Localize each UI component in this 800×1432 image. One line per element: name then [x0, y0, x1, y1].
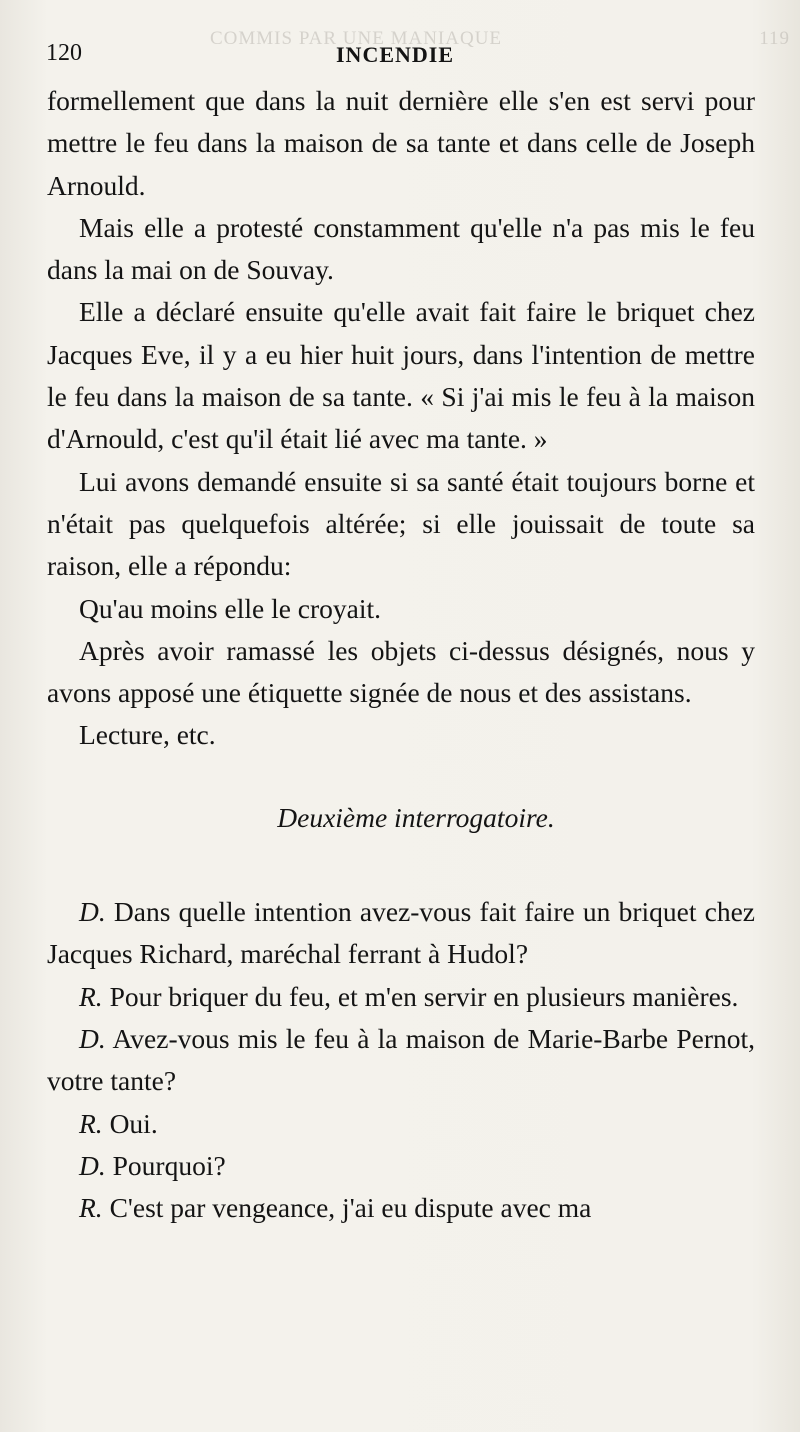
page-number: 120 [46, 40, 82, 66]
paragraph: Mais elle a protesté constamment qu'elle n'a pas mis le feu dans la mai on de Souvay. [47, 211, 755, 286]
dialogue-text: Avez-vous mis le feu à la maison de Marie-Barbe Pernot, votre tante? [47, 1022, 756, 1097]
dialogue-line [47, 1187, 755, 1229]
speaker-label: D. [79, 1149, 106, 1181]
speaker-label: R. [79, 980, 103, 1012]
dialogue-text: C'est par vengeance, j'ai eu dispute avec ma [109, 1192, 592, 1224]
running-title: INCENDIE [336, 42, 455, 67]
paragraph: Lui avons demandé ensuite si sa santé était toujours borne et n'était pas quelquefois altérée; si elle jouissait de toute sa raison, elle a répondu: [47, 465, 755, 582]
dialogue-text: Pourquoi? [112, 1149, 226, 1181]
dialogue-line [47, 1145, 755, 1187]
paragraph: Lecture, etc. [79, 719, 216, 751]
paragraph: Qu'au moins elle le croyait. [79, 592, 382, 624]
dialogue-line [47, 1018, 755, 1103]
paragraph: Elle a déclaré ensuite qu'elle avait fait faire le briquet chez Jacques Eve, il y a eu hier huit jours, dans l'intention de mettre le feu dans la maison de sa tante. « Si j'ai mis le feu à la maison d'Arnould, c'est qu'il était lié avec ma tante. » [47, 296, 755, 455]
bleed-through-title: COMMIS PAR UNE MANIAQUE [210, 28, 503, 49]
speaker-label: D. [79, 896, 106, 928]
dialogue-line [47, 976, 755, 1018]
section-heading: Deuxième interrogatoire. [277, 801, 555, 833]
paragraph: Après avoir ramassé les objets ci-dessus désignés, nous y avons apposé une étiquette signée de nous et des assistans. [47, 634, 755, 709]
bleed-through-page-number: 119 [759, 28, 790, 49]
dialogue-line [47, 891, 755, 976]
page-header [46, 40, 706, 70]
dialogue-text: Dans quelle intention avez-vous fait faire un briquet chez Jacques Richard, maréchal ferrant à Hudol? [47, 896, 755, 970]
dialogue-text: Oui. [109, 1107, 158, 1139]
speaker-label: R. [79, 1107, 103, 1139]
speaker-label: D. [79, 1022, 106, 1054]
paragraph-continuation: formellement que dans la nuit dernière elle s'en est servi pour mettre le feu dans la maison de sa tante et dans celle de Joseph Arnould. [47, 85, 755, 201]
speaker-label: R. [79, 1192, 103, 1224]
dialogue-line [47, 1103, 755, 1145]
page-body [47, 80, 755, 1229]
dialogue-text: Pour briquer du feu, et m'en servir en plusieurs manières. [109, 980, 739, 1012]
